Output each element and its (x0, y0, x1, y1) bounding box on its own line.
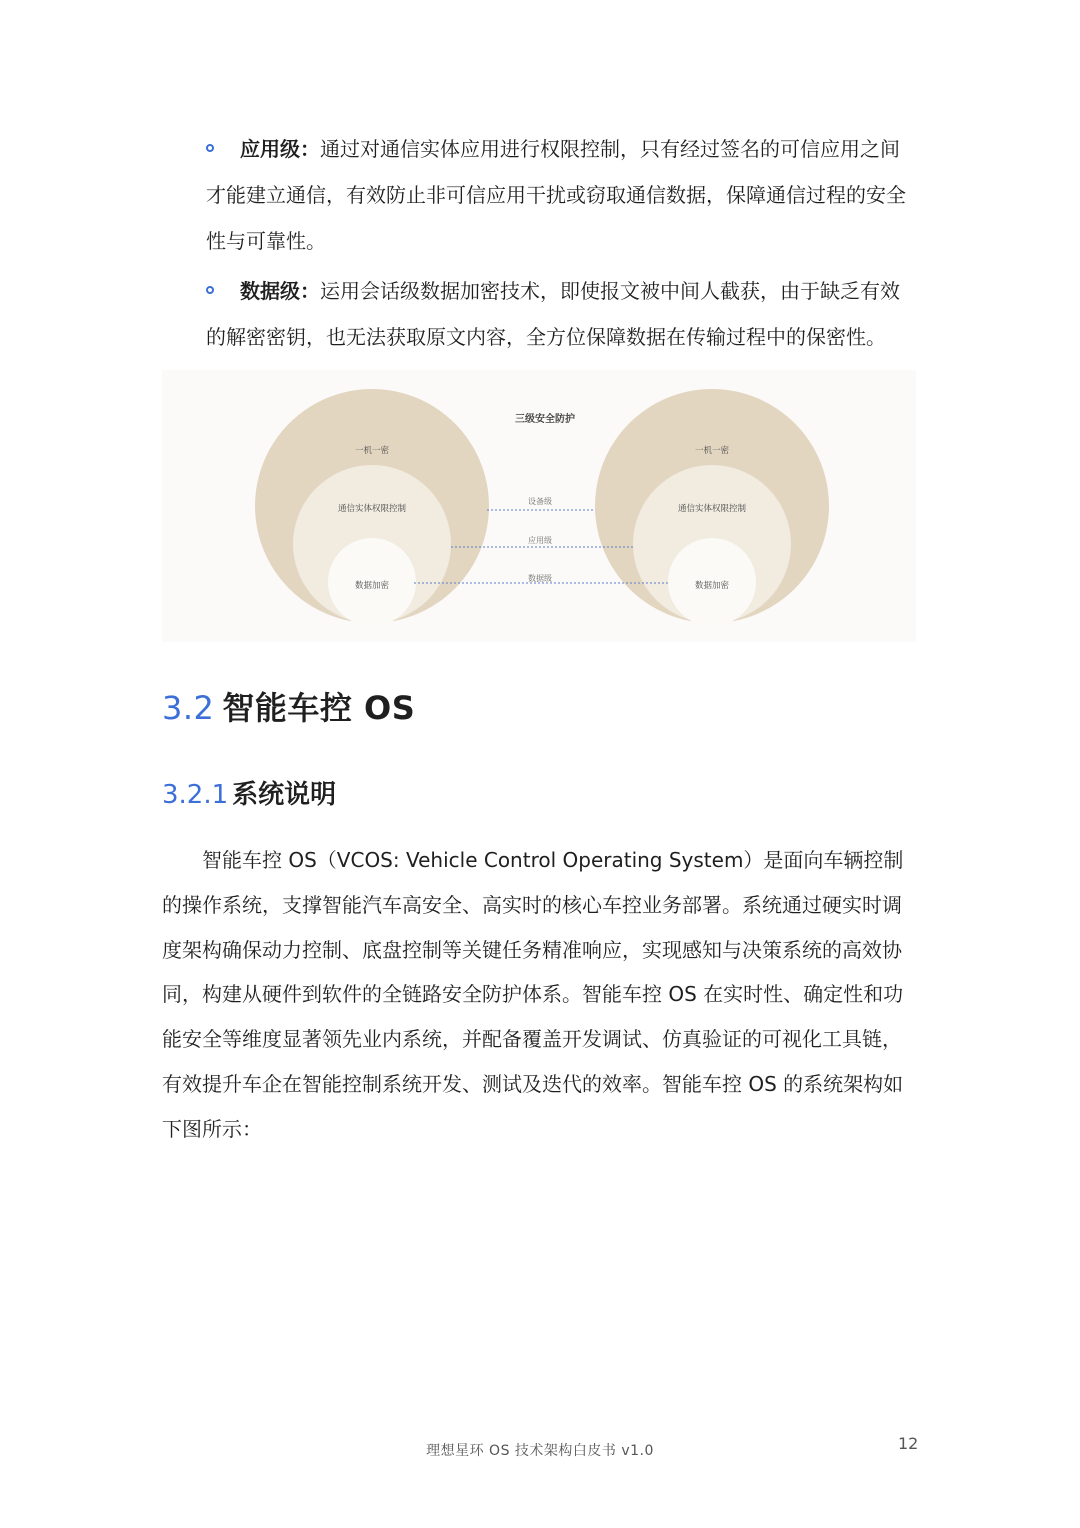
link-label-data: 数据级 (528, 574, 552, 583)
security-diagram-svg (162, 370, 916, 642)
link-label-application: 应用级 (528, 536, 552, 545)
bullet-application-level (206, 126, 922, 264)
bullet-data-level (206, 268, 922, 360)
diagram-title: 三级安全防护 (515, 414, 575, 425)
link-label-device: 设备级 (528, 497, 552, 506)
section-heading (162, 683, 415, 729)
paragraph-line: 度架构确保动力控制、底盘控制等关键任务精准响应，实现感知与决策系统的高效协 (162, 937, 902, 962)
right-middle-label: 通信实体权限控制 (677, 504, 747, 514)
paragraph-line: 的操作系统，支撑智能汽车高安全、高实时的核心车控业务部署。系统通过硬实时调 (162, 892, 902, 917)
subsection-title: 系统说明 (232, 780, 337, 810)
section-number: 3.2 (162, 689, 215, 727)
paragraph-line: 同，构建从硬件到软件的全链路安全防护体系。智能车控 OS 在实时性、确定性和功 (162, 982, 904, 1007)
footer-doc-title: 理想星环 OS 技术架构白皮书 v1.0 (426, 1443, 654, 1459)
subsection-heading (162, 774, 336, 811)
bullet-line: 通过对通信实体应用进行权限控制，只有经过签名的可信应用之间 (320, 137, 900, 161)
paragraph-line: 有效提升车企在智能控制系统开发、测试及迭代的效率。智能车控 OS 的系统架构如 (162, 1071, 904, 1096)
bullet-line: 运用会话级数据加密技术，即使报文被中间人截获，由于缺乏有效 (320, 279, 900, 303)
bullet-marker-icon (206, 286, 214, 294)
page-number: 12 (898, 1434, 919, 1453)
left-outer-label: 一机一密 (354, 446, 390, 456)
body-paragraph (162, 838, 922, 1152)
paragraph-line: 智能车控 OS（VCOS: Vehicle Control Operating System）是面向车辆控制 (202, 848, 904, 872)
bullet-term: 数据级： (240, 279, 320, 303)
left-inner-label: 数据加密 (354, 581, 390, 591)
subsection-number: 3.2.1 (162, 780, 229, 810)
bullet-term: 应用级： (240, 137, 320, 161)
bullet-line: 的解密密钥，也无法获取原文内容，全方位保障数据在传输过程中的保密性。 (206, 325, 886, 349)
paragraph-line: 能安全等维度显著领先业内系统，并配备覆盖开发调试、仿真验证的可视化工具链， (162, 1027, 902, 1052)
left-middle-label: 通信实体权限控制 (337, 504, 407, 514)
security-diagram (162, 370, 916, 642)
bullet-line: 性与可靠性。 (206, 229, 326, 253)
right-inner-label: 数据加密 (694, 581, 730, 591)
bullet-marker-icon (206, 144, 214, 152)
right-outer-label: 一机一密 (694, 446, 730, 456)
paragraph-line: 下图所示： (162, 1116, 262, 1141)
bullet-line: 才能建立通信，有效防止非可信应用干扰或窃取通信数据，保障通信过程的安全 (206, 183, 906, 207)
section-title: 智能车控 OS (222, 689, 416, 727)
